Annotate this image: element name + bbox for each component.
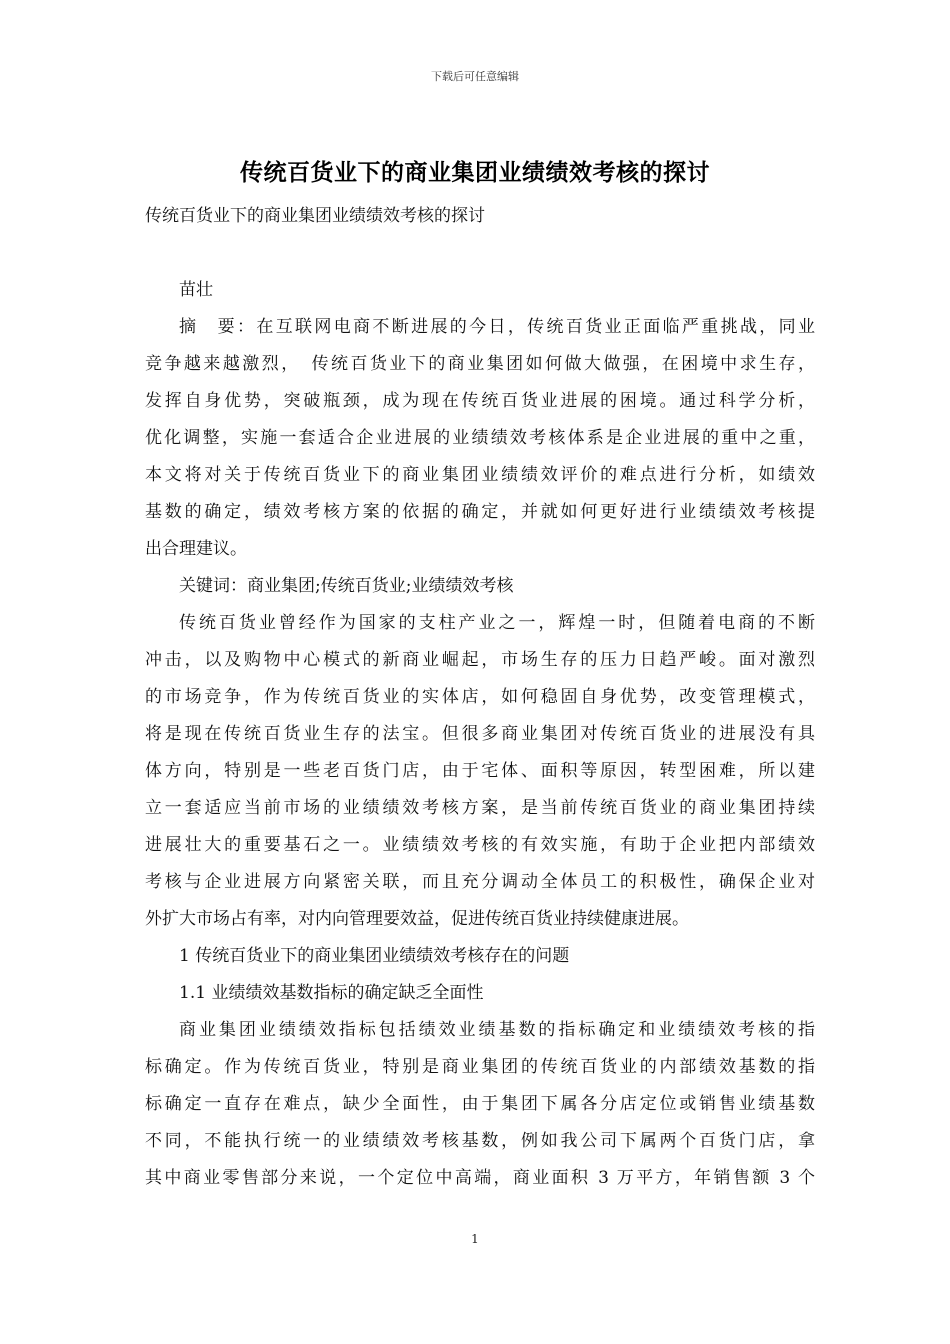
section-heading-1: 1 传统百货业下的商业集团业绩绩效考核存在的问题 <box>179 946 570 966</box>
document-body <box>145 198 815 1197</box>
intro-line: 传统百货业曾经作为国家的支柱产业之一，辉煌一时，但随着电商的不断 <box>179 613 815 633</box>
intro-paragraph <box>145 605 815 938</box>
intro-line: 考核与企业进展方向紧密关联，而且充分调动全体员工的积极性，确保企业对 <box>145 872 815 892</box>
page-header-note: 下载后可任意编辑 <box>431 70 519 83</box>
body-line: 其中商业零售部分来说，一个定位中高端，商业面积 3 万平方，年销售额 3 个 <box>145 1168 815 1188</box>
abstract-line: 发挥自身优势，突破瓶颈，成为现在传统百货业进展的困境。通过科学分析， <box>145 391 815 411</box>
intro-line: 立一套适应当前市场的业绩绩效考核方案，是当前传统百货业的商业集团持续 <box>145 798 815 818</box>
body-line: 商业集团业绩绩效指标包括绩效业绩基数的指标确定和业绩绩效考核的指 <box>179 1020 815 1040</box>
section-heading-1-1: 1.1 业绩绩效基数指标的确定缺乏全面性 <box>179 983 484 1003</box>
intro-line: 将是现在传统百货业生存的法宝。但很多商业集团对传统百货业的进展没有具 <box>145 724 815 744</box>
intro-line: 冲击，以及购物中心模式的新商业崛起，市场生存的压力日趋严峻。面对激烈 <box>145 650 815 670</box>
section-1-1-paragraph <box>145 1012 815 1197</box>
abstract-line: 竞争越来越激烈， 传统百货业下的商业集团如何做大做强，在困境中求生存， <box>145 354 815 374</box>
abstract-line: 基数的确定，绩效考核方案的依据的确定，并就如何更好进行业绩绩效考核提 <box>145 502 815 522</box>
body-line: 标确定。作为传统百货业，特别是商业集团的传统百货业的内部绩效基数的指 <box>145 1057 815 1077</box>
body-line: 不同，不能执行统一的业绩绩效考核基数，例如我公司下属两个百货门店，拿 <box>145 1131 815 1151</box>
keywords-line: 关键词：商业集团;传统百货业;业绩绩效考核 <box>179 576 514 596</box>
document-subtitle: 传统百货业下的商业集团业绩绩效考核的探讨 <box>145 206 485 226</box>
intro-line: 的市场竞争，作为传统百货业的实体店，如何稳固自身优势，改变管理模式， <box>145 687 815 707</box>
intro-line: 进展壮大的重要基石之一。业绩绩效考核的有效实施，有助于企业把内部绩效 <box>145 835 815 855</box>
abstract-line: 出合理建议。 <box>145 539 247 559</box>
blank-line <box>145 235 815 272</box>
abstract-line: 优化调整，实施一套适合企业进展的业绩绩效考核体系是企业进展的重中之重， <box>145 428 815 448</box>
abstract-paragraph <box>145 309 815 568</box>
abstract-line: 本文将对关于传统百货业下的商业集团业绩绩效评价的难点进行分析，如绩效 <box>145 465 815 485</box>
page-number: 1 <box>471 1232 479 1246</box>
document-title: 传统百货业下的商业集团业绩绩效考核的探讨 <box>240 160 710 186</box>
intro-line: 体方向，特别是一些老百货门店，由于宅体、面积等原因，转型困难，所以建 <box>145 761 815 781</box>
intro-line: 外扩大市场占有率，对内向管理要效益，促进传统百货业持续健康进展。 <box>145 909 689 929</box>
body-line: 标确定一直存在难点，缺少全面性，由于集团下属各分店定位或销售业绩基数 <box>145 1094 815 1114</box>
author-name: 苗壮 <box>179 280 213 300</box>
abstract-line: 摘 要：在互联网电商不断进展的今日，传统百货业正面临严重挑战，同业 <box>179 317 815 337</box>
